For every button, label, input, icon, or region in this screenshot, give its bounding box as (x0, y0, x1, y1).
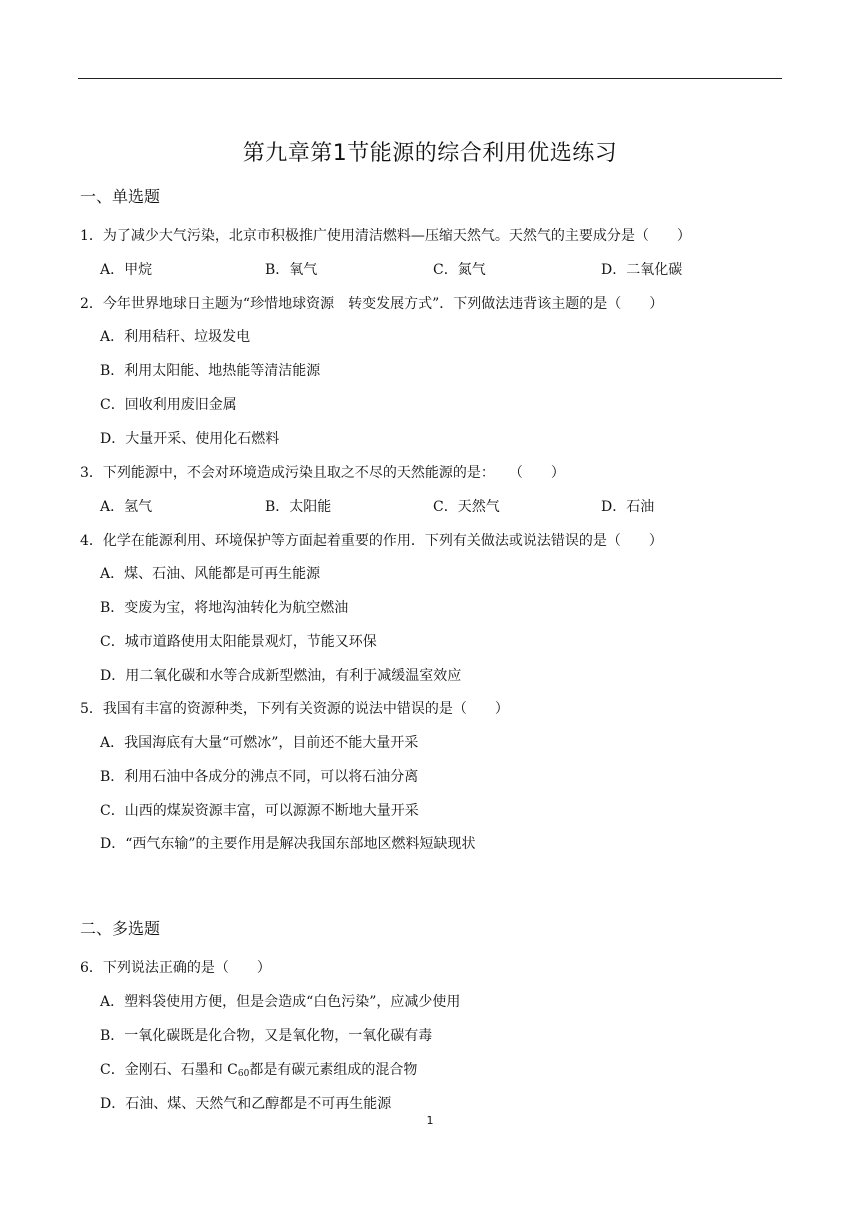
question-6-option-d: D．石油、煤、天然气和乙醇都是不可再生能源 (100, 1096, 392, 1112)
question-1-option-c: C．氮气 (433, 262, 486, 278)
question-5-option-a: A．我国海底有大量“可燃冰”，目前还不能大量开采 (100, 735, 419, 751)
question-3-option-d: D．石油 (601, 499, 655, 515)
question-3-option-c: C．天然气 (433, 499, 500, 515)
question-5-stem: 5．我国有丰富的资源种类，下列有关资源的说法中错误的是（ ） (80, 701, 509, 717)
question-2-option-d: D．大量开采、使用化石燃料 (100, 431, 280, 447)
section-heading-multiple-choice: 二、多选题 (80, 919, 161, 938)
question-5-option-c: C．山西的煤炭资源丰富，可以源源不断地大量开采 (100, 803, 419, 819)
question-5-option-d: D．“西气东输”的主要作用是解决我国东部地区燃料短缺现状 (100, 836, 476, 852)
question-2-option-a: A．利用秸秆、垃圾发电 (100, 329, 251, 345)
header-rule (78, 78, 782, 79)
question-6-stem: 6．下列说法正确的是（ ） (80, 960, 271, 976)
question-1-option-d: D．二氧化碳 (601, 262, 683, 278)
question-6-option-c-prefix: C．金刚石、石墨和 C (100, 1062, 238, 1078)
question-6-option-b: B．一氧化碳既是化合物，又是氧化物，一氧化碳有毒 (100, 1028, 433, 1044)
question-4-option-b: B．变废为宝，将地沟油转化为航空燃油 (100, 600, 349, 616)
page-number: 1 (426, 1114, 434, 1127)
section-heading-single-choice: 一、单选题 (80, 187, 161, 206)
question-3-stem: 3．下列能源中，不会对环境造成污染且取之不尽的天然能源的是： （ ） (80, 465, 565, 481)
question-1-option-a: A．甲烷 (100, 262, 153, 278)
question-4-option-d: D．用二氧化碳和水等合成新型燃油，有利于减缓温室效应 (100, 668, 462, 684)
question-1-option-b: B．氧气 (265, 262, 318, 278)
question-2-stem: 2．今年世界地球日主题为“珍惜地球资源 转变发展方式”．下列做法违背该主题的是（ ） (80, 296, 664, 312)
question-6-option-c-subscript: 60 (237, 1069, 250, 1079)
question-6-option-a: A．塑料袋使用方便，但是会造成“白色污染”，应减少使用 (100, 994, 461, 1010)
question-3-option-a: A．氢气 (100, 499, 153, 515)
question-4-option-c: C．城市道路使用太阳能景观灯，节能又环保 (100, 634, 377, 650)
page-title: 第九章第1节能源的综合利用优选练习 (242, 141, 618, 166)
question-2-option-b: B．利用太阳能、地热能等清洁能源 (100, 363, 321, 379)
question-4-option-a: A．煤、石油、风能都是可再生能源 (100, 566, 321, 582)
question-6-option-c-suffix: 都是有碳元素组成的混合物 (249, 1062, 418, 1078)
question-1-stem: 1．为了减少大气污染，北京市积极推广使用清洁燃料—压缩天然气。天然气的主要成分是（ ） (80, 228, 691, 244)
question-2-option-c: C．回收利用废旧金属 (100, 397, 237, 413)
question-6-option-c (100, 1059, 417, 1079)
question-5-option-b: B．利用石油中各成分的沸点不同，可以将石油分离 (100, 769, 419, 785)
question-4-stem: 4．化学在能源利用、环境保护等方面起着重要的作用．下列有关做法或说法错误的是（ ） (80, 533, 663, 549)
question-3-option-b: B．太阳能 (265, 499, 332, 515)
